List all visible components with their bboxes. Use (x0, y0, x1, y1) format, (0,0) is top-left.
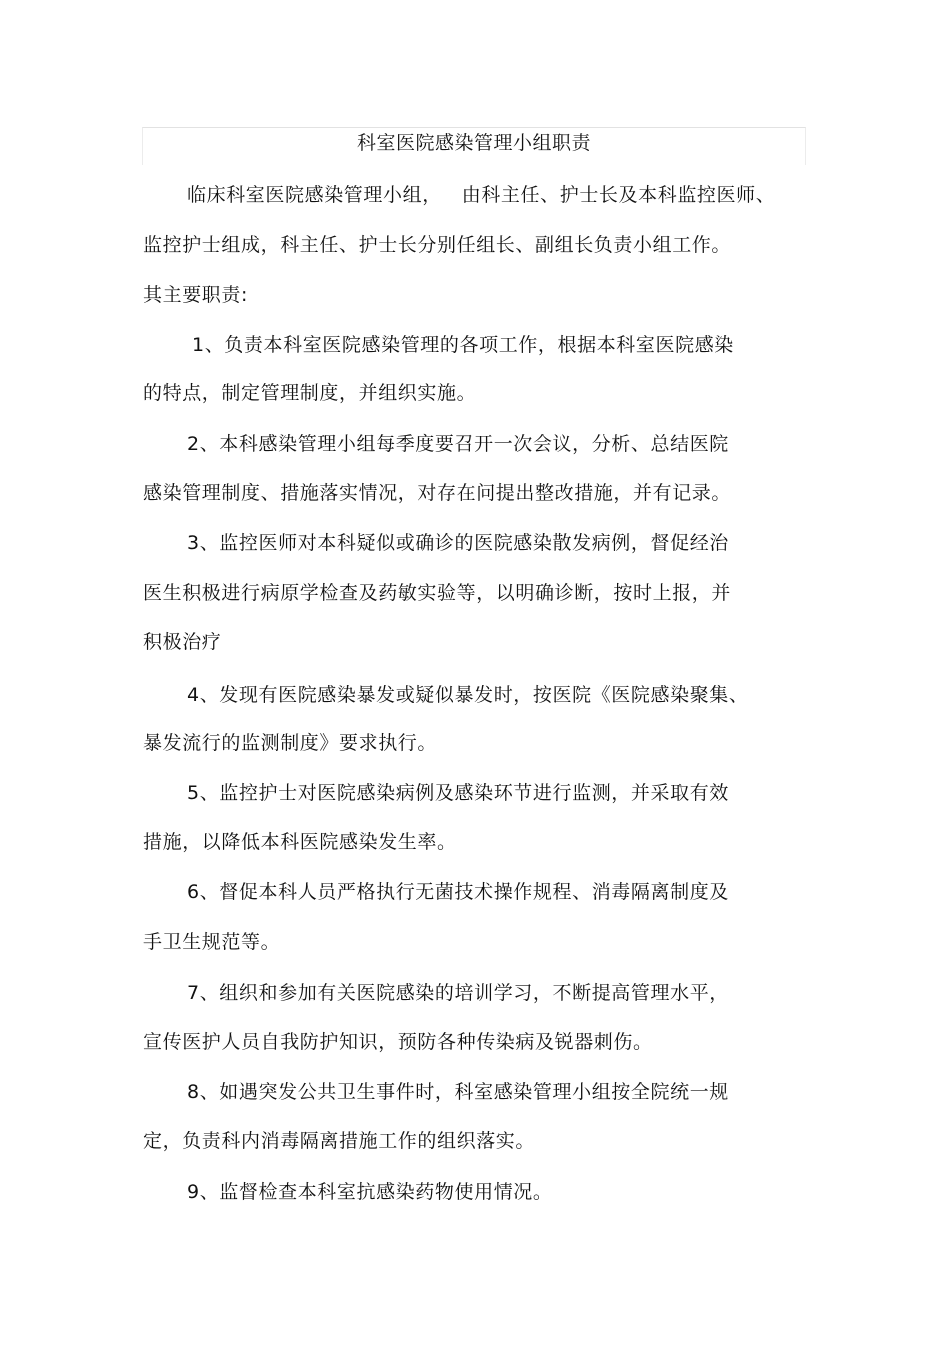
intro-line-2: 监控护士组成，科主任、护士长分别任组长、副组长负责小组工作。 (143, 234, 732, 256)
item-8-line-2: 定，负责科内消毒隔离措施工作的组织落实。 (143, 1130, 536, 1152)
item-1-line-1: 1、负责本科室医院感染管理的各项工作，根据本科室医院感染 (192, 334, 734, 356)
item-1-line-2: 的特点，制定管理制度，并组织实施。 (143, 382, 477, 404)
intro-line-3: 其主要职责: (143, 284, 249, 306)
title-box (142, 127, 806, 165)
item-8-line-1: 8、如遇突发公共卫生事件时，科室感染管理小组按全院统一规 (187, 1081, 729, 1103)
item-4-line-2: 暴发流行的监测制度》要求执行。 (143, 732, 438, 754)
item-3-line-3: 积极治疗 (143, 631, 222, 653)
item-5-line-2: 措施，以降低本科医院感染发生率。 (143, 831, 457, 853)
item-2-line-2: 感染管理制度、措施落实情况，对存在问提出整改措施，并有记录。 (143, 482, 732, 504)
item-9-line-1: 9、监督检查本科室抗感染药物使用情况。 (187, 1181, 553, 1203)
item-7-line-2: 宣传医护人员自我防护知识，预防各种传染病及锐器刺伤。 (143, 1031, 653, 1053)
item-7-line-1: 7、组织和参加有关医院感染的培训学习，不断提高管理水平， (187, 982, 729, 1004)
intro-line-1: 临床科室医院感染管理小组， 由科主任、护士长及本科监控医师、 (187, 184, 776, 206)
item-3-line-1: 3、监控医师对本科疑似或确诊的医院感染散发病例，督促经治 (187, 532, 729, 554)
document-title: 科室医院感染管理小组职责 (356, 132, 591, 154)
item-3-line-2: 医生积极进行病原学检查及药敏实验等，以明确诊断，按时上报，并 (143, 582, 732, 604)
item-5-line-1: 5、监控护士对医院感染病例及感染环节进行监测，并采取有效 (187, 782, 729, 804)
item-4-line-1: 4、发现有医院感染暴发或疑似暴发时，按医院《医院感染聚集、 (187, 684, 749, 706)
item-6-line-2: 手卫生规范等。 (143, 931, 281, 953)
item-2-line-1: 2、本科感染管理小组每季度要召开一次会议，分析、总结医院 (187, 433, 729, 455)
item-6-line-1: 6、督促本科人员严格执行无菌技术操作规程、消毒隔离制度及 (187, 881, 729, 903)
